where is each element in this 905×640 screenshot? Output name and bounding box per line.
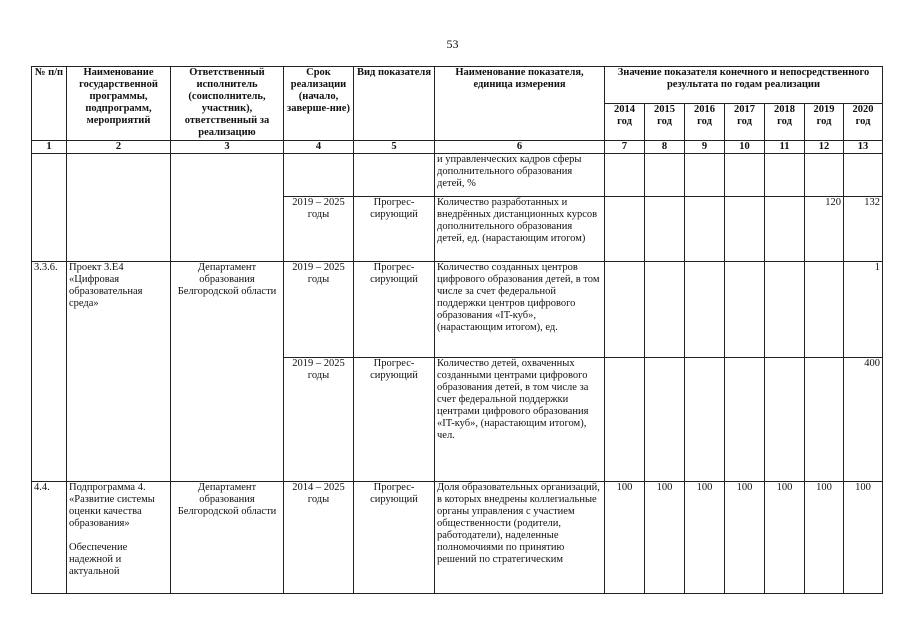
cell-value-2018 xyxy=(765,154,805,197)
header-year-2014: 2014 год xyxy=(605,104,645,141)
column-number-row xyxy=(32,141,883,154)
column-number: 4 xyxy=(284,141,354,154)
table-row xyxy=(32,262,883,358)
cell-type: Прогрес-сирующий xyxy=(354,262,435,358)
header-year-2015: 2015 год xyxy=(645,104,685,141)
cell-value-2016 xyxy=(685,197,725,262)
cell-value-2015 xyxy=(645,358,685,482)
header-year-2017: 2017 год xyxy=(725,104,765,141)
cell-indicator: и управленческих кадров сферы дополнительного образования детей, % xyxy=(435,154,605,197)
cell-program: Проект 3.E4 «Цифровая образовательная среда» xyxy=(67,262,171,482)
column-number: 2 xyxy=(67,141,171,154)
column-number: 10 xyxy=(725,141,765,154)
cell-value-2018: 100 xyxy=(765,482,805,594)
cell-value-2018 xyxy=(765,262,805,358)
cell-value-2014 xyxy=(605,262,645,358)
cell-value-2020: 132 xyxy=(844,197,883,262)
cell-type xyxy=(354,154,435,197)
header-year-2019: 2019 год xyxy=(805,104,844,141)
cell-value-2014 xyxy=(605,197,645,262)
cell-term: 2019 – 2025 годы xyxy=(284,358,354,482)
header-term: Срок реализации (начало, заверше-ние) xyxy=(284,67,354,141)
cell-type: Прогрес-сирующий xyxy=(354,358,435,482)
cell-value-2019 xyxy=(805,358,844,482)
column-number: 7 xyxy=(605,141,645,154)
header-year-2018: 2018 год xyxy=(765,104,805,141)
cell-value-2015 xyxy=(645,262,685,358)
cell-value-2017: 100 xyxy=(725,482,765,594)
cell-value-2020: 100 xyxy=(844,482,883,594)
cell-value-2016 xyxy=(685,154,725,197)
cell-indicator: Количество детей, охваченных созданными центрами цифрового образования детей, в том числе за счет федеральной поддержки центрами цифрового образования «IT-куб», (нарастающим итогом), чел. xyxy=(435,358,605,482)
cell-value-2017 xyxy=(725,358,765,482)
column-number: 5 xyxy=(354,141,435,154)
cell-value-2015 xyxy=(645,154,685,197)
cell-value-2016: 100 xyxy=(685,482,725,594)
column-number: 11 xyxy=(765,141,805,154)
cell-value-2019 xyxy=(805,262,844,358)
cell-type: Прогрес-сирующий xyxy=(354,197,435,262)
cell-value-2014: 100 xyxy=(605,482,645,594)
cell-value-2018 xyxy=(765,358,805,482)
indicators-table xyxy=(31,66,883,594)
column-number: 12 xyxy=(805,141,844,154)
cell-value-2020: 1 xyxy=(844,262,883,358)
column-number: 9 xyxy=(685,141,725,154)
cell-term: 2014 – 2025 годы xyxy=(284,482,354,594)
cell-indicator: Количество разработанных и внедрённых дистанционных курсов дополнительного образования детей, ед. (нарастающим итогом) xyxy=(435,197,605,262)
cell-value-2020 xyxy=(844,154,883,197)
cell-executor xyxy=(171,154,284,262)
header-type: Вид показателя xyxy=(354,67,435,141)
cell-value-2014 xyxy=(605,358,645,482)
cell-type: Прогрес-сирующий xyxy=(354,482,435,594)
header-year-2016: 2016 год xyxy=(685,104,725,141)
cell-term: 2019 – 2025 годы xyxy=(284,197,354,262)
header-indicator: Наименование показателя, единица измерения xyxy=(435,67,605,141)
header-year-2020: 2020 год xyxy=(844,104,883,141)
cell-executor: Департамент образования Белгородской области xyxy=(171,482,284,594)
cell-value-2017 xyxy=(725,154,765,197)
table-row xyxy=(32,154,883,197)
cell-value-2015 xyxy=(645,197,685,262)
cell-indicator: Доля образовательных организаций, в которых внедрены коллегиальные органы управления с участием общественности (родители, работодатели), наделенные полномочиями по принятию решений по стратегическим xyxy=(435,482,605,594)
cell-value-2014 xyxy=(605,154,645,197)
cell-value-2016 xyxy=(685,262,725,358)
cell-executor: Департамент образования Белгородской области xyxy=(171,262,284,482)
cell-value-2017 xyxy=(725,262,765,358)
page-number: 53 xyxy=(446,37,459,51)
column-number: 6 xyxy=(435,141,605,154)
column-number: 3 xyxy=(171,141,284,154)
cell-value-2016 xyxy=(685,358,725,482)
header-program: Наименование государственной программы, подпрограмм, мероприятий xyxy=(67,67,171,141)
cell-value-2015: 100 xyxy=(645,482,685,594)
table-row xyxy=(32,482,883,594)
column-number: 13 xyxy=(844,141,883,154)
cell-term: 2019 – 2025 годы xyxy=(284,262,354,358)
header-no: № п/п xyxy=(32,67,67,141)
cell-program xyxy=(67,154,171,262)
column-number: 8 xyxy=(645,141,685,154)
cell-value-2018 xyxy=(765,197,805,262)
cell-no: 3.3.6. xyxy=(32,262,67,482)
cell-term xyxy=(284,154,354,197)
cell-value-2019: 120 xyxy=(805,197,844,262)
header-executor: Ответственный исполнитель (соисполнитель, участник), ответственный за реализацию xyxy=(171,67,284,141)
cell-value-2019 xyxy=(805,154,844,197)
cell-no xyxy=(32,154,67,262)
cell-no: 4.4. xyxy=(32,482,67,594)
cell-value-2019: 100 xyxy=(805,482,844,594)
header-values-group: Значение показателя конечного и непосредственного результата по годам реализации xyxy=(605,67,883,104)
cell-indicator: Количество созданных центров цифрового образования детей, в том числе за счет федеральной поддержки центров цифрового образования «IT-куб», (нарастающим итогом), ед. xyxy=(435,262,605,358)
header-row xyxy=(32,67,883,104)
cell-value-2017 xyxy=(725,197,765,262)
cell-value-2020: 400 xyxy=(844,358,883,482)
column-number: 1 xyxy=(32,141,67,154)
cell-program: Подпрограмма 4. «Развитие системы оценки качества образования» Обеспечение надежной и актуальной xyxy=(67,482,171,594)
